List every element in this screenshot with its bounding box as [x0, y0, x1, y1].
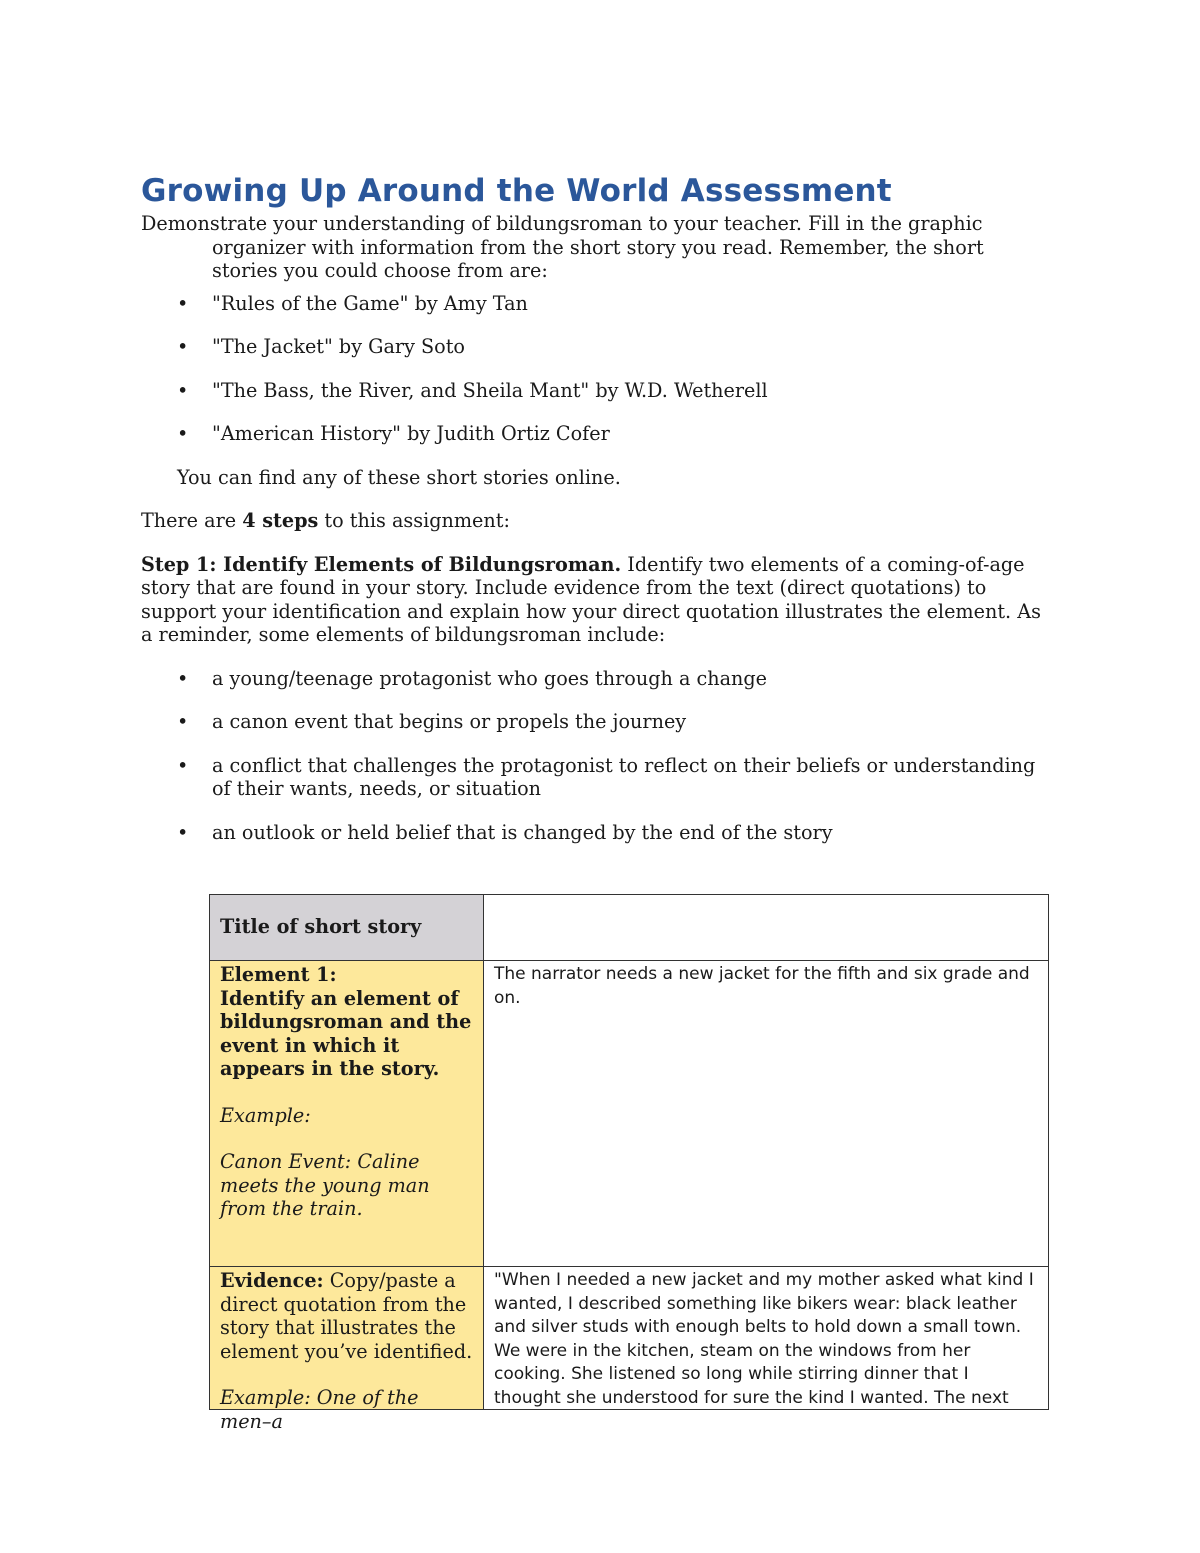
step1-heading: Step 1: Identify Elements of Bildungsroman.	[141, 552, 622, 576]
evidence-answer-cell[interactable]: "When I needed a new jacket and my mother asked what kind I wanted, I described something like bikers wear: black leather and silver studs with enough belts to hold down a small town. We were in the kitchen, steam on the windows from her cooking. She listened so long while stirring dinner that I thought she understood for sure the kind I wanted. The next	[484, 1267, 1049, 1410]
graphic-organizer-table	[209, 894, 1049, 1433]
step1-paragraph: Step 1: Identify Elements of Bildungsroman. Identify two elements of a coming-of-age story that are found in your story. Include evidence from the text (direct quotations) to support your identification and explain how your direct quotation illustrates the element. As a reminder, some elements of bildungsroman include:	[141, 552, 1041, 646]
element1-answer-cell[interactable]: The narrator needs a new jacket for the fifth and six grade and on.	[484, 961, 1049, 1267]
list-item: • a conflict that challenges the protagonist to reflect on their beliefs or understanding of their wants, needs, or situation	[177, 753, 1036, 800]
table-row	[210, 895, 1049, 961]
list-item: • "American History" by Judith Ortiz Cofer	[177, 422, 610, 445]
find-online-note: You can find any of these short stories online.	[177, 465, 621, 489]
story-list	[141, 292, 1051, 446]
table-row	[210, 1267, 1049, 1410]
element1-label-cell: Element 1: Identify an element of bildungsroman and the event in which it appears in the story. Example: Canon Event: Caline meets the young man from the train.	[210, 961, 484, 1267]
list-item: • "The Jacket" by Gary Soto	[177, 335, 465, 358]
table-row	[210, 961, 1049, 1267]
document-title: Growing Up Around the World Assessment	[141, 173, 892, 209]
list-item: • an outlook or held belief that is changed by the end of the story	[177, 820, 833, 844]
list-item: • a young/teenage protagonist who goes through a change	[177, 666, 768, 690]
intro-paragraph: Demonstrate your understanding of bildungsroman to your teacher. Fill in the graphic organizer with information from the short story you read. Remember, the short stories you could choose from are:	[141, 212, 984, 282]
list-item: • "Rules of the Game" by Amy Tan	[177, 291, 528, 315]
element-list	[141, 667, 1051, 845]
steps-line: There are 4 steps to this assignment:	[141, 509, 510, 532]
list-item: • a canon event that begins or propels the journey	[177, 710, 687, 733]
title-answer-cell[interactable]	[484, 895, 1049, 961]
list-item: • "The Bass, the River, and Sheila Mant" by W.D. Wetherell	[177, 378, 768, 402]
evidence-label-cell: Evidence: Copy/paste a direct quotation from the story that illustrates the element you’ve identified. Example: One of the men–a	[210, 1267, 484, 1410]
title-label-cell: Title of short story	[210, 895, 484, 961]
document-page	[141, 170, 1051, 844]
